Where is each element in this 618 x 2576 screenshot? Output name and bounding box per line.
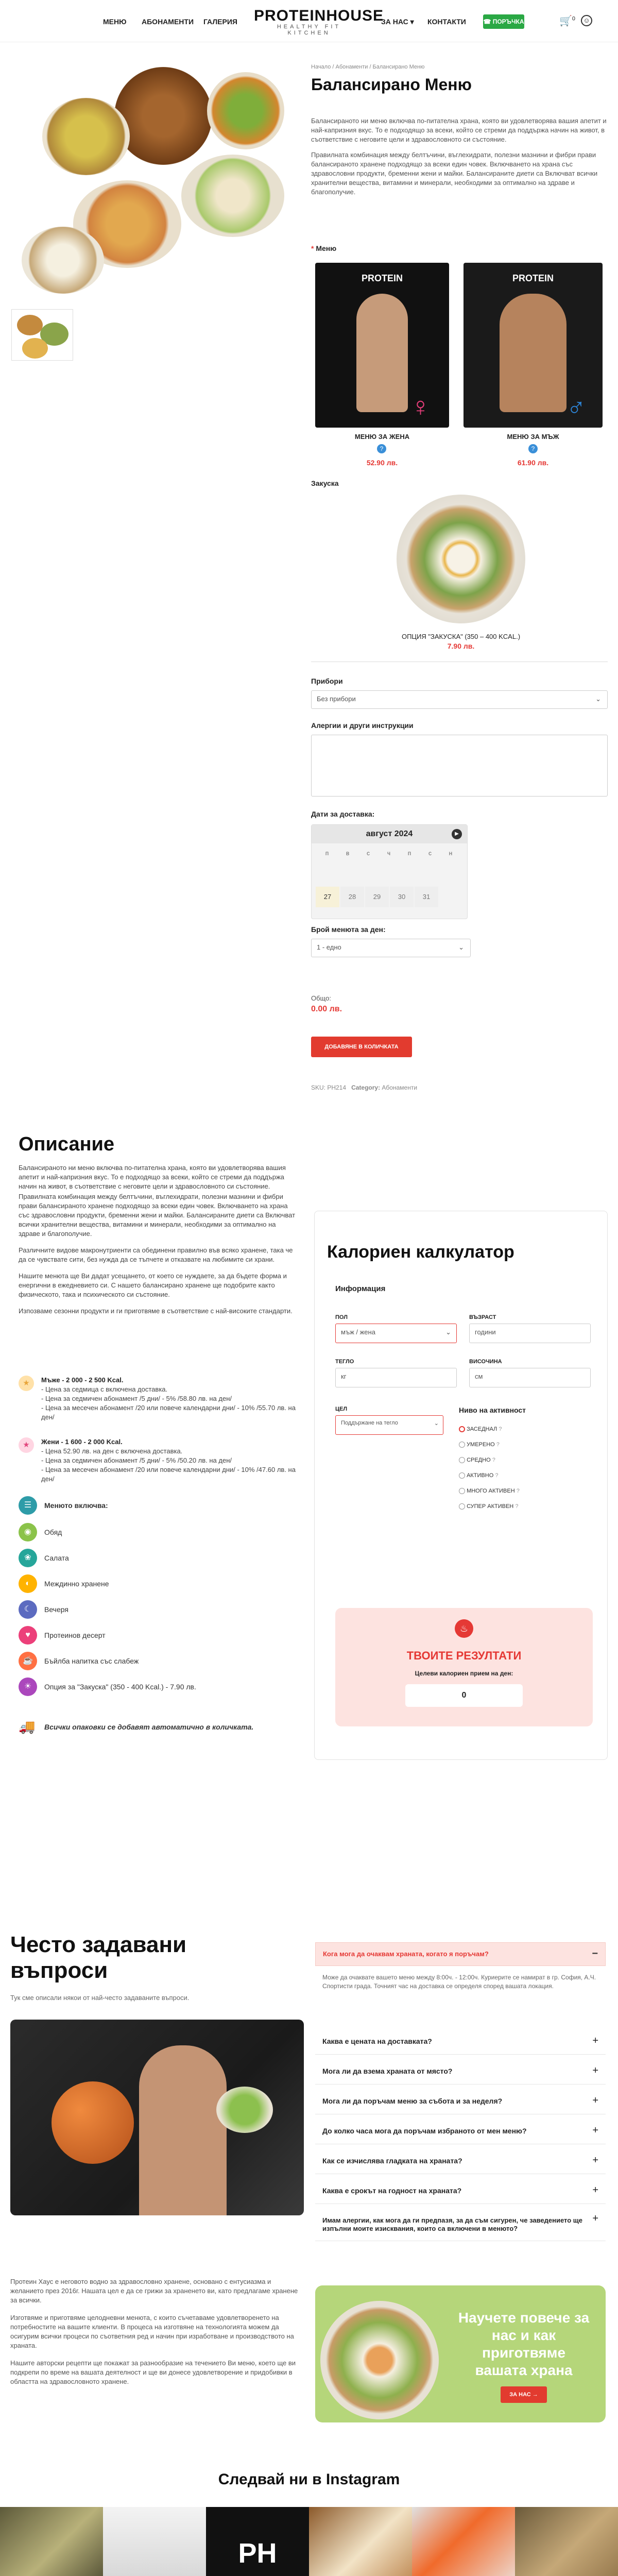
- nav-contacts-link[interactable]: КОНТАКТИ: [427, 18, 466, 26]
- results-panel: [335, 1608, 593, 1726]
- sex-label: ПОЛ: [335, 1314, 348, 1320]
- lunch-icon: ◉: [19, 1523, 37, 1541]
- faq-item[interactable]: Мога ли да поръчам меню за събота и за неделя? +: [315, 2089, 606, 2114]
- weight-label: ТЕГЛО: [335, 1359, 354, 1365]
- menu-label: * Меню: [311, 244, 337, 252]
- weight-input[interactable]: кг: [335, 1368, 457, 1387]
- description-heading: Описание: [19, 1133, 115, 1155]
- cart-icon[interactable]: 🛒$^0$: [559, 15, 576, 27]
- top-navigation: [0, 0, 618, 42]
- fire-icon: ♨: [455, 1619, 473, 1638]
- faq-answer: Може да очаквате вашето меню между 8:00ч. - 12:00ч. Куриерите се намират в гр. София, А.Ч. Спортисти града. Точният час на доставка се определя според вашата локация.: [322, 1974, 596, 1990]
- calendar-month: август 2024: [312, 825, 467, 843]
- utensils-select[interactable]: Без прибори ⌄: [311, 690, 608, 709]
- category-link[interactable]: Абонаменти: [382, 1084, 418, 1091]
- site-logo[interactable]: PROTEINHOUSE HEALTHY FIT KITCHEN: [254, 7, 384, 36]
- breakfast-icon: ☀: [19, 1677, 37, 1696]
- drink-icon: ☕: [19, 1652, 37, 1670]
- breadcrumb: Начало / Абонаменти / Балансирано Меню: [311, 64, 425, 70]
- next-month-icon[interactable]: ▶: [452, 829, 462, 839]
- about-us-button[interactable]: ЗА НАС →: [501, 2386, 547, 2403]
- plus-icon: +: [592, 2125, 598, 2136]
- include-item: Протеинов десерт: [44, 1631, 106, 1639]
- minus-icon: −: [592, 1948, 598, 1959]
- calendar-weekdays: п в с ч п с н: [325, 850, 453, 857]
- plus-icon: +: [592, 2184, 598, 2196]
- plus-icon: +: [592, 2035, 598, 2046]
- goal-label: ЦЕЛ: [335, 1406, 348, 1412]
- faq-item[interactable]: Каква е цената на доставката? +: [315, 2029, 606, 2055]
- intake-value: 0: [405, 1684, 523, 1707]
- woman-menu-price: 52.90 лв.: [366, 459, 398, 467]
- info-heading: Информация: [335, 1284, 386, 1293]
- snack-price: 7.90 лв.: [447, 642, 475, 650]
- faq-subheading: Тук сме описали някои от най-често задаваните въпроси.: [10, 1994, 190, 2002]
- instagram-photo[interactable]: PH: [206, 2507, 309, 2576]
- calorie-calculator: [314, 1211, 608, 1760]
- snack-image[interactable]: [397, 495, 525, 623]
- menu-includes-icon: ☰: [19, 1496, 37, 1515]
- cta-title: Научете повече за нас и как приготвяме вашата храна: [458, 2310, 590, 2378]
- calculator-title: Калориен калкулатор: [327, 1242, 514, 1262]
- delivery-truck-icon: 🚚: [19, 1719, 36, 1734]
- about-cta-card: [315, 2285, 606, 2422]
- nav-gallery-link[interactable]: ГАЛЕРИЯ: [203, 18, 237, 26]
- nav-menu-link[interactable]: МЕНЮ: [103, 18, 127, 26]
- faq-image: [10, 2020, 304, 2215]
- instagram-photo[interactable]: [515, 2507, 618, 2576]
- product-main-image[interactable]: [11, 67, 289, 299]
- product-meta: SKU: PH214 Category: Абонаменти: [311, 1084, 418, 1091]
- chevron-down-icon: ⌄: [595, 695, 601, 703]
- product-thumbnail[interactable]: [11, 309, 73, 361]
- goal-select[interactable]: Поддържане на тегло ⌄: [335, 1415, 443, 1435]
- men-pricing: ★ Мъже - 2 000 - 2 500 Kcal. - Цена за седмица с включена доставка. - Цена за седмичен абонамент /5 дни/ - 5% /58.80 лв. на ден/ - Цена за месечен абонамент /20 или повече календарни дни/ - 10% /55.70 лв. на ден/: [19, 1376, 297, 1422]
- nav-subscriptions-link[interactable]: АБОНАМЕНТИ: [142, 18, 194, 26]
- calendar-day[interactable]: 27: [316, 887, 339, 907]
- product-description: Балансираното ни меню включва по-питателна храна, която ви удовлетворява вашия апетит и най-капризния вкус. То е подходящо за всеки, който се стреми да поддържа начин на живот, в съответствие с неговите цели и здравословното си състояние.: [311, 117, 607, 143]
- instagram-photo[interactable]: [309, 2507, 412, 2576]
- activity-option[interactable]: АКТИВНО ?: [459, 1468, 520, 1483]
- instagram-photo[interactable]: [412, 2507, 515, 2576]
- menus-per-day-select[interactable]: 1 - едно ⌄: [311, 939, 471, 957]
- snack-label: Закуска: [311, 479, 339, 487]
- dessert-icon: ♥: [19, 1626, 37, 1645]
- about-text: Протеин Хаус е неговото водно за здравословно хранене, основано с ентусиазма и желанието през 2016г. Нашата цел е да се грижи за храненето ви, като предлагаме хранене за всички. Изготвяме и приготвяме целодневни менюта, с които съчетаваме удовлетворенето на потребностите на вашите клиенти. В процеса на изготвяне на технологията можем да осигурим всички процеси по съответния ред и начин при изработване и производството на храната. Нашите авторски рецепти ще покажат за разнообразие на течението Ви меню, което ще ви подкрепи по време на вашата деятелност и ще ви донесе удовлетворение и придобивки в областта на здравословното хранене.: [10, 2278, 298, 2385]
- include-item: Опция за "Закуска" (350 - 400 Kcal.) - 7.90 лв.: [44, 1683, 196, 1691]
- intake-label: Целеви калориен прием на ден:: [415, 1670, 513, 1677]
- activity-option[interactable]: МНОГО АКТИВЕН ?: [459, 1483, 520, 1499]
- include-item: Бъйлба напитка със слабеж: [44, 1657, 139, 1665]
- snack-icon: ◐: [19, 1574, 37, 1593]
- allergies-textarea[interactable]: [311, 735, 608, 796]
- delivery-calendar[interactable]: [311, 824, 468, 919]
- faq-heading: Често задавани въпроси: [10, 1932, 187, 1983]
- women-icon: ★: [19, 1437, 34, 1453]
- salad-icon: ❀: [19, 1549, 37, 1567]
- plus-icon: +: [592, 2213, 598, 2224]
- faq-item[interactable]: До колко часа мога да поръчам избраното от мен меню? +: [315, 2119, 606, 2144]
- faq-item[interactable]: Мога ли да взема храната от място? +: [315, 2059, 606, 2084]
- total-label: Общо:: [311, 994, 331, 1002]
- woman-menu-label: МЕНЮ ЗА ЖЕНА: [354, 433, 410, 440]
- plus-icon: +: [592, 2155, 598, 2166]
- results-title: ТВОИТЕ РЕЗУЛТАТИ: [406, 1649, 522, 1662]
- nav-about-link[interactable]: ЗА НАС ▾: [381, 18, 414, 26]
- female-icon: ♀: [410, 392, 431, 422]
- include-item: Обяд: [44, 1528, 62, 1536]
- man-menu-label: МЕНЮ ЗА МЪЖ: [507, 433, 559, 440]
- man-info-icon[interactable]: ?: [528, 444, 538, 453]
- activity-option[interactable]: СРЕДНО ?: [459, 1452, 520, 1468]
- include-item: Салата: [44, 1554, 69, 1562]
- activity-option[interactable]: СУПЕР АКТИВЕН ?: [459, 1499, 520, 1514]
- calendar-day[interactable]: 30: [390, 887, 414, 907]
- faq-item[interactable]: Имам алергии, как мога да ги предпазя, за да съм сигурен, че заведението ще изпълни моите изисквания, които са включени в менюто? +: [315, 2208, 606, 2241]
- woman-menu-image[interactable]: PROTEIN ♀: [315, 263, 449, 428]
- packaging-note: Всички опаковки се добавят автоматично в количката.: [44, 1723, 254, 1731]
- activity-option[interactable]: ЗАСЕДНАЛ ?: [459, 1421, 520, 1437]
- menus-per-day-label: Брой менюта за ден:: [311, 925, 386, 934]
- age-label: ВЪЗРАСТ: [469, 1314, 496, 1320]
- instagram-photo[interactable]: [0, 2507, 103, 2576]
- snack-option-label[interactable]: ОПЦИЯ "ЗАКУСКА" (350 – 400 KCAL.): [401, 633, 521, 640]
- calendar-days: [316, 887, 465, 907]
- chevron-down-icon: ⌄: [458, 943, 464, 951]
- chevron-down-icon: ⌄: [434, 1420, 439, 1427]
- women-pricing: ★ Жени - 1 600 - 2 000 Kcal. - Цена 52.90 лв. на ден с включена доставка. - Цена за седмичен абонамент /5 дни/ - 5% /50.20 лв. на ден/ - Цена за месечен абонамент /20 или повече календарни дни/ - 10% /47.60 лв. на ден/: [19, 1437, 297, 1484]
- male-icon: ♂: [566, 392, 586, 421]
- age-input[interactable]: години: [469, 1324, 591, 1343]
- menu-includes-label: Менюто включва:: [44, 1501, 108, 1510]
- delivery-dates-label: Дати за доставка:: [311, 810, 375, 818]
- include-item: Вечеря: [44, 1605, 68, 1614]
- add-to-cart-button[interactable]: ДОБАВЯНЕ В КОЛИЧКАТА: [311, 1037, 412, 1057]
- man-menu-price: 61.90 лв.: [517, 459, 549, 467]
- men-icon: ★: [19, 1376, 34, 1391]
- faq-item[interactable]: Как се изчислява гладката на храната? +: [315, 2148, 606, 2174]
- activity-label: Ниво на активност: [459, 1406, 526, 1414]
- calendar-day[interactable]: 31: [415, 887, 438, 907]
- user-icon[interactable]: ☺: [581, 15, 592, 26]
- chevron-down-icon: ⌄: [445, 1328, 451, 1336]
- order-button[interactable]: ☎ ПОРЪЧКА: [483, 14, 524, 29]
- product-description-2: Правилната комбинация между белтъчини, въглехидрати, полезни мазнини и фибри прави балансираното хранене подходящо за всеки един човек. Включването на храна със здравословни продукти, бременни жени и майки. Балансираните диети са Включват всички хранителни вещества, витамини и минерали, необходими за оптимално на здраве и благополучие.: [311, 151, 598, 196]
- product-title: Балансирано Меню: [311, 75, 472, 94]
- calendar-day[interactable]: 29: [365, 887, 389, 907]
- calendar-day[interactable]: 28: [340, 887, 364, 907]
- total-value: 0.00 лв.: [311, 1005, 342, 1013]
- description-body: Балансираното ни меню включва по-питателна храна, която ви удовлетворява вашия апетит и най-капризния вкус. То е подходящо за всеки, който се стреми да поддържа начин на живот, в съответствие с неговите цели и здравословното си състояние. Правилната комбинация между белтъчини, въглехидрати, полезни мазнини и фибри прави балансираното хранене подходящо за всеки един човек. Включването на храна със здравословни продукти, бременни жени и майки. Балансираните диети са Включват всички хранителни вещества, витамини и минерали, необходими за оптимално на здраве и благополучие. Различните видове макронутриенти са обединени правилно във всяко хранене, така че да се чувствате сити, без нужда да се тъпчете и отказвате на любимите си храни. Нашите менюта ще Ви дадат усещането, от което се нуждаете, за да бъдете форма и енергични в ежедневието си. С нашето балансирано хранене ще подобрите както физическото, така и психическото си състояние. Изпозваме сезонни продукти и ги приготвяме в съответствие с най-високите стандарти.: [19, 1164, 296, 1315]
- activity-option[interactable]: УМЕРЕНО ?: [459, 1437, 520, 1452]
- dinner-icon: ☾: [19, 1600, 37, 1619]
- height-label: ВИСОЧИНА: [469, 1359, 502, 1365]
- include-item: Междинно хранене: [44, 1580, 109, 1588]
- faq-item-open[interactable]: Кога мога да очаквам храната, когато я поръчам? −: [315, 1942, 606, 1966]
- instagram-heading: Следвай ни в Instagram: [218, 2471, 400, 2488]
- activity-options: [459, 1421, 520, 1514]
- allergies-label: Алергии и други инструкции: [311, 721, 414, 730]
- faq-item[interactable]: Каква е срокът на годност на храната? +: [315, 2178, 606, 2204]
- man-menu-image[interactable]: PROTEIN ♂: [464, 263, 603, 428]
- instagram-photo[interactable]: [103, 2507, 206, 2576]
- plus-icon: +: [592, 2095, 598, 2106]
- plus-icon: +: [592, 2065, 598, 2076]
- utensils-label: Прибори: [311, 677, 343, 685]
- height-input[interactable]: см: [469, 1368, 591, 1387]
- woman-info-icon[interactable]: ?: [377, 444, 386, 453]
- sex-select[interactable]: мъж / жена ⌄: [335, 1324, 457, 1343]
